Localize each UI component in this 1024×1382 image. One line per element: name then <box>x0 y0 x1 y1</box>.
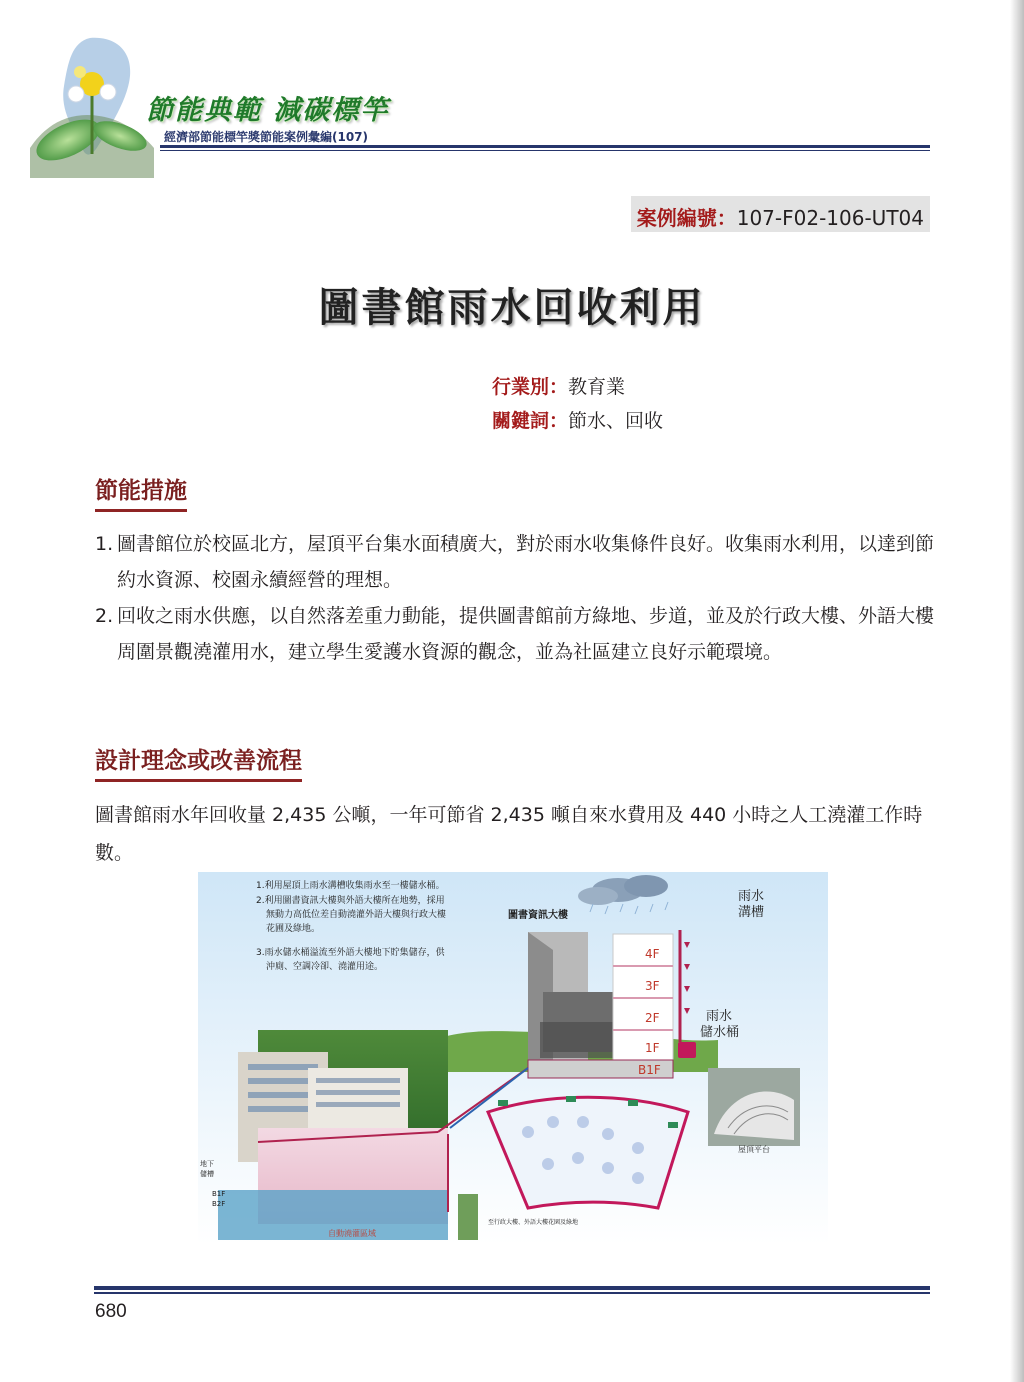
roof-photo <box>708 1068 800 1146</box>
rainwater-system-figure <box>198 872 828 1244</box>
page-title: 圖書館雨水回收利用 <box>318 285 706 331</box>
footer-rule-thin <box>94 1292 930 1294</box>
gutter-label: 溝槽 <box>738 905 765 920</box>
list-item-text: 回收之雨水供應，以自然落差重力動能，提供圖書館前方綠地、步道，並及於行政大樓、外語大樓周圍景觀澆灌用水，建立學生愛護水資源的觀念，並為社區建立良好示範環境。 <box>117 605 935 663</box>
figure-note: 花圃及綠地。 <box>266 924 321 934</box>
page-edge-shadow <box>1010 0 1024 1382</box>
underground-label: 地下 <box>200 1160 214 1168</box>
library-name: 圖書資訊大樓 <box>508 910 568 921</box>
case-number-value: 107-F02-106-UT04 <box>736 206 924 230</box>
tank-label: 儲水桶 <box>700 1025 740 1040</box>
section-heading-design: 設計理念或改善流程 <box>95 742 302 782</box>
gutter-label: 雨水 <box>738 889 765 904</box>
list-item-number: 1. <box>95 533 114 555</box>
list-item-number: 2. <box>95 605 114 627</box>
floor-label: 2F <box>645 1011 660 1025</box>
figure-note: 無動力高低位差自動澆灌外語大樓與行政大樓 <box>266 910 447 920</box>
page-number: 680 <box>95 1301 127 1322</box>
floor-label: 1F <box>645 1041 660 1055</box>
floor-label: 4F <box>645 947 660 961</box>
industry-value: 教育業 <box>568 376 626 398</box>
industry-row <box>492 372 625 399</box>
b2f-label: B2F <box>212 1200 226 1208</box>
figure-note: 3.雨水儲水桶溢流至外語大樓地下貯集儲存，供 <box>256 948 445 958</box>
garden-photo <box>458 1194 478 1240</box>
design-paragraph: 圖書館雨水年回收量 2,435 公噸，一年可節省 2,435 噸自來水費用及 440 小時之人工澆灌工作時數。 <box>95 804 923 864</box>
keywords-label: 關鍵詞： <box>492 410 569 432</box>
measures-list <box>95 526 935 670</box>
header-rule <box>160 145 930 148</box>
keywords-value: 節水、回收 <box>568 410 664 432</box>
header-rule-thin <box>160 150 930 151</box>
floor-label: B1F <box>638 1063 661 1077</box>
underground-label: 儲槽 <box>200 1170 214 1178</box>
list-item <box>95 598 935 670</box>
list-item <box>95 526 935 598</box>
tank-icon <box>678 1042 696 1058</box>
floor-label: 3F <box>645 979 660 993</box>
auto-irrigation-label: 自動澆灌區域 <box>328 1229 376 1238</box>
list-item-text: 圖書館位於校區北方，屋頂平台集水面積廣大，對於雨水收集條件良好。收集雨水利用，以達到節約水資源、校園永續經營的理想。 <box>117 533 935 591</box>
keywords-row <box>492 406 663 433</box>
tank-label: 雨水 <box>706 1009 733 1024</box>
figure-note: 沖廁、空調冷卻、澆灌用途。 <box>266 962 384 972</box>
industry-label: 行業別： <box>492 376 569 398</box>
figure-note: 2.利用圖書資訊大樓與外語大樓所在地勢，採用 <box>256 896 445 906</box>
footer-rule <box>94 1286 930 1290</box>
b1f-label: B1F <box>212 1190 226 1198</box>
roof-label: 屋頂平台 <box>738 1145 770 1154</box>
brand-subtitle: 經濟部節能標竿獎節能案例彙編(107) <box>164 130 369 144</box>
section-heading-measures: 節能措施 <box>95 472 187 512</box>
case-number-box <box>631 196 930 232</box>
brand-title: 節能典範 減碳標竿 <box>146 95 390 126</box>
taiwan-emblem-icon <box>20 28 160 178</box>
bottom-note: 至行政大樓、外語大樓花園及綠地 <box>488 1219 579 1226</box>
case-number-label: 案例編號： <box>636 206 737 230</box>
figure-note: 1.利用屋頂上雨水溝槽收集雨水至一樓儲水桶。 <box>256 881 445 891</box>
